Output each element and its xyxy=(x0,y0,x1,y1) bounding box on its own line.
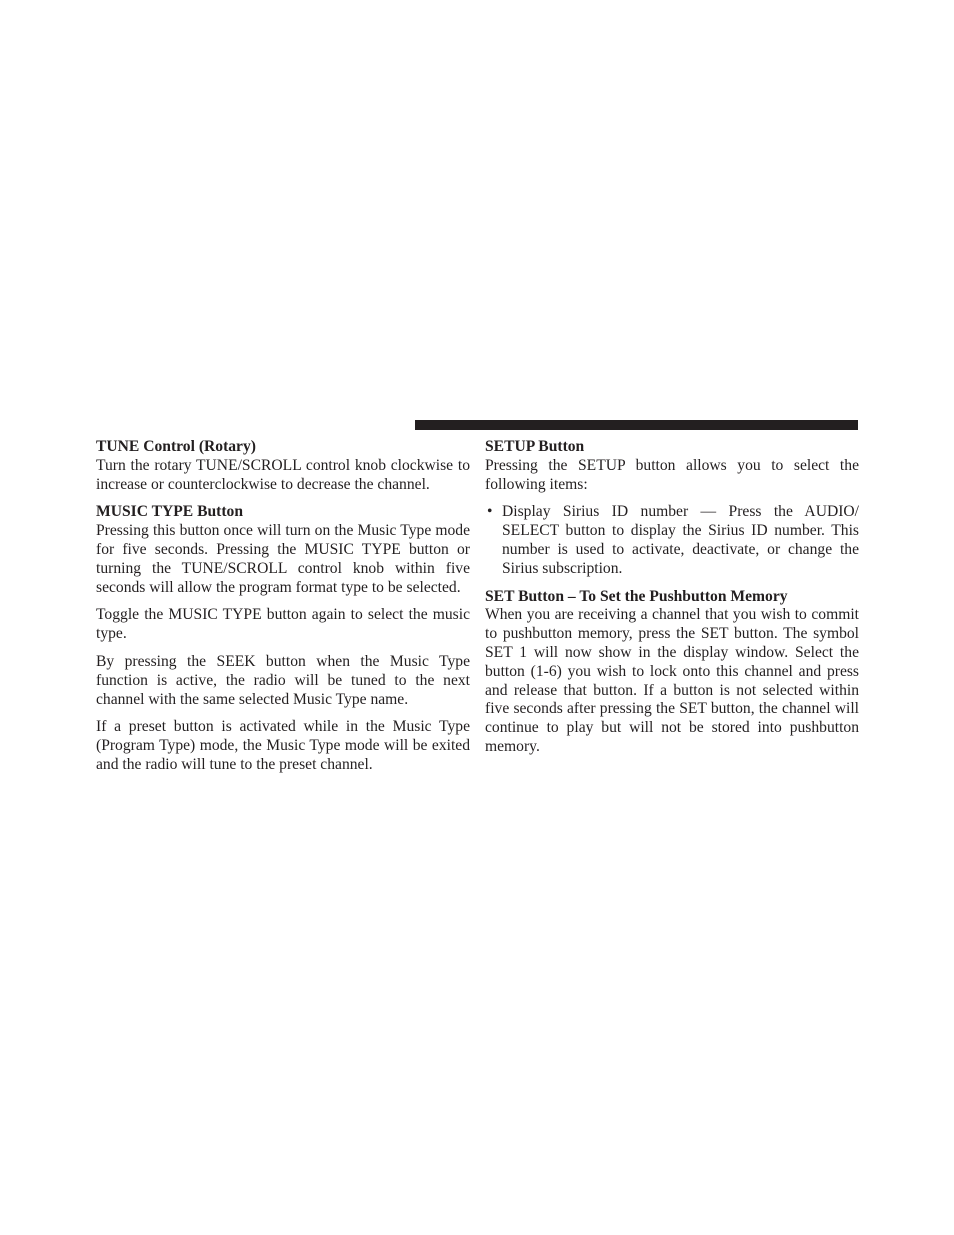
bullet-icon: • xyxy=(487,503,493,521)
music-type-paragraph: Pressing this button once will turn on the Music Type mode for five seconds. Pressing the MUSIC TYPE button or turning the TUNE/SCROLL control knob within five seconds will allow the program format type to be selected. xyxy=(96,522,470,596)
music-type-paragraph: Toggle the MUSIC TYPE button again to select the music type. xyxy=(96,606,470,643)
left-column xyxy=(96,438,470,784)
setup-bullet-text: Display Sirius ID number — Press the AUDIO/ SELECT button to display the Sirius ID number. This number is used to activate, deactivate, or change the Sirius subscription. xyxy=(502,503,859,577)
section-header-bar xyxy=(415,420,858,430)
music-type-paragraph: By pressing the SEEK button when the Music Type function is active, the radio will be tuned to the next channel with the same selected Music Type name. xyxy=(96,652,470,708)
set-button-heading: SET Button – To Set the Pushbutton Memory xyxy=(485,587,788,605)
music-type-paragraph: If a preset button is activated while in the Music Type (Program Type) mode, the Music Type mode will be exited and the radio will tune to the preset channel. xyxy=(96,718,470,773)
music-type-section xyxy=(96,503,470,774)
set-button-paragraph: When you are receiving a channel that you wish to commit to pushbutton memory, press the SET button. The symbol SET 1 will now show in the display window. Select the button (1-6) you wish to lock onto this channel and press and release that button. If a button is not selected within five seconds after pressing the SET button, the channel will continue to play but will not be stored into pushbutton memory. xyxy=(485,606,859,755)
set-button-section xyxy=(485,588,859,757)
setup-bullet-list xyxy=(485,503,859,578)
tune-control-section xyxy=(96,438,470,494)
tune-control-heading: TUNE Control (Rotary) xyxy=(96,438,256,455)
right-column xyxy=(485,438,859,766)
setup-section xyxy=(485,438,859,579)
music-type-heading: MUSIC TYPE Button xyxy=(96,503,244,521)
setup-heading: SETUP Button xyxy=(485,438,585,455)
tune-control-paragraph: Turn the rotary TUNE/SCROLL control knob clockwise to increase or counterclockwise to decrease the channel. xyxy=(96,456,470,493)
setup-paragraph: Pressing the SETUP button allows you to select the following items: xyxy=(485,456,859,493)
list-item xyxy=(485,503,859,578)
